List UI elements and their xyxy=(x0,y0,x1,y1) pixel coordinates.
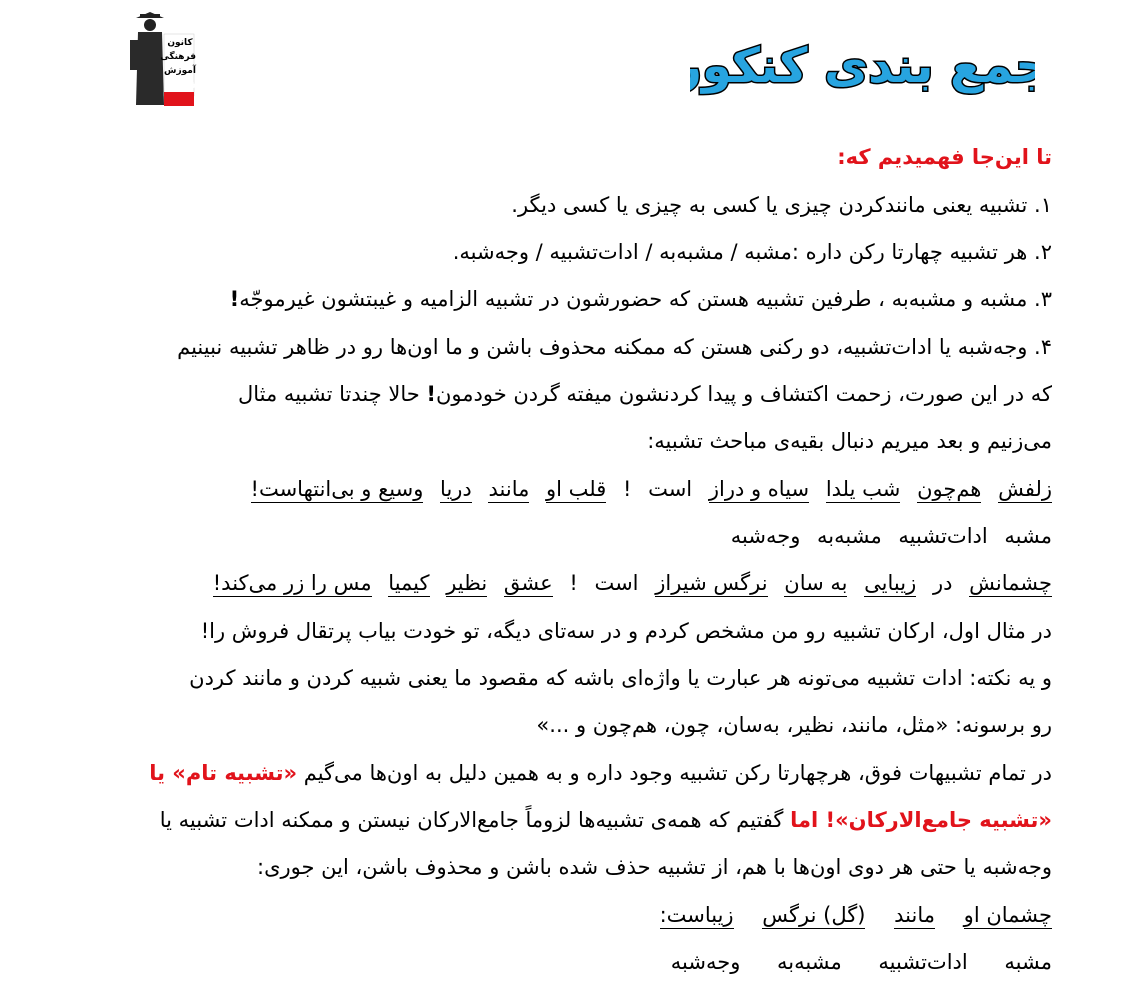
point-4-end: می‌زنیم و بعد میریم دنبال بقیه‌ی مباحث تشبیه: xyxy=(647,429,1052,453)
complete-simile-line-1 xyxy=(149,758,1052,788)
complete-simile-text: گفتیم که همه‌ی تشبیه‌ها لزوماً جامع‌الارکان نیستن و ممکنه ادات تشبیه یا xyxy=(159,808,784,832)
example-1-word: شب یلدا xyxy=(825,477,901,501)
role-label: مشبه xyxy=(1004,950,1052,974)
example-1-word: هم‌چون xyxy=(917,477,982,501)
point-4-tail: حالا چندتا تشبیه مثال xyxy=(238,382,427,406)
role-label: مشبه xyxy=(1004,524,1052,548)
example-2-word: چشمانش xyxy=(969,571,1052,595)
example-1-word: وسیع و بی‌انتهاست! xyxy=(250,477,424,501)
example-3 xyxy=(650,900,1052,930)
example-2-word: ! xyxy=(569,571,578,595)
example-3-word: چشمان او xyxy=(963,903,1052,927)
explanation-3: رو برسونه: «مثل، مانند، نظیر، به‌سان، چون، هم‌چون و ...» xyxy=(536,713,1052,737)
point-3 xyxy=(230,284,1052,314)
example-1-roles xyxy=(721,521,1052,551)
point-4: ۴. وجه‌شبه یا ادات‌تشبیه، دو رکنی هستن که ممکنه محذوف باشن و ما اون‌ها رو در ظاهر تشبیه نبینیم xyxy=(177,335,1052,359)
complete-simile-line-3: وجه‌شبه یا حتی هر دوی اون‌ها با هم، از تشبیه حذف شده باشن و محذوف باشن، این جوری: xyxy=(257,855,1052,879)
complete-simile-term-2: «تشبیه جامع‌الارکان»! اما xyxy=(790,808,1052,832)
point-2: ۲. هر تشبیه چهارتا رکن داره :مشبه / مشبه‌به / ادات‌تشبیه / وجه‌شبه. xyxy=(452,240,1052,264)
example-1-word: ! xyxy=(622,477,632,501)
example-1-word: دریا xyxy=(440,477,472,501)
example-3-word: (گل) نرگس xyxy=(762,903,866,927)
example-2-word: کیمیا xyxy=(388,571,430,595)
example-2-word: نظیر xyxy=(446,571,488,595)
exclamation: ! xyxy=(426,382,436,406)
logo-line1: کانون xyxy=(167,38,193,48)
example-2-word: زیبایی xyxy=(864,571,917,595)
example-2-word: در xyxy=(932,571,953,595)
explanation-2: و یه نکته: ادات تشبیه می‌تونه هر عبارت یا واژه‌ای باشه که مقصود ما یعنی شبیه کردن و مانند کردن xyxy=(189,666,1052,690)
role-label: مشبه‌به xyxy=(817,524,882,548)
example-1-word: قلب او xyxy=(546,477,607,501)
point-1: ۱. تشبیه یعنی مانندکردن چیزی یا کسی به چیزی یا کسی دیگر. xyxy=(511,193,1052,217)
example-1 xyxy=(241,474,1052,504)
example-3-word: زیباست: xyxy=(659,903,734,927)
role-label: وجه‌شبه xyxy=(670,950,741,974)
complete-simile-term-1: «تشبیه تام» یا xyxy=(149,761,298,785)
role-label: وجه‌شبه xyxy=(730,524,801,548)
example-2-word: نرگس شیراز xyxy=(655,571,768,595)
explanation-1: در مثال اول، ارکان تشبیه رو من مشخص کردم و در سه‌تای دیگه، تو خودت بیاب پرتقال فروش را! xyxy=(200,619,1052,643)
example-2 xyxy=(203,568,1052,598)
role-label: ادات‌تشبیه xyxy=(878,950,968,974)
complete-simile-line-2 xyxy=(160,805,1052,835)
example-3-word: مانند xyxy=(894,903,935,927)
logo-line3: آموزش xyxy=(164,66,196,76)
exclamation: ! xyxy=(229,287,240,311)
point-4-text: که در این صورت، زحمت اکتشاف و پیدا کردنشون میفته گردن خودمون xyxy=(436,382,1052,406)
brand-logo-art xyxy=(690,28,1035,104)
example-1-word: سیاه و دراز xyxy=(708,477,810,501)
example-2-word: به سان xyxy=(784,571,848,595)
role-label: ادات‌تشبیه xyxy=(898,524,988,548)
example-1-word: مانند xyxy=(488,477,530,501)
example-1-word: زلفش xyxy=(998,477,1052,501)
example-2-word: است xyxy=(594,571,639,595)
example-2-word: عشق xyxy=(503,571,553,595)
intro-heading: تا این‌جا فهمیدیم که: xyxy=(837,145,1052,169)
complete-simile-text: در تمام تشبیهات فوق، هرچهارتا رکن تشبیه وجود داره و به همین دلیل به اون‌ها می‌گیم xyxy=(303,761,1052,785)
brand-logo xyxy=(690,28,1035,104)
example-2-word: مس را زر می‌کند! xyxy=(212,571,372,595)
point-3-text: ۳. مشبه و مشبه‌به ، طرفین تشبیه هستن که حضورشون در تشبیه الزامیه و غیبتشون غیرموجّه xyxy=(239,287,1052,311)
publisher-logo xyxy=(128,10,198,110)
logo-line2: فرهنگی xyxy=(160,52,196,62)
role-label: مشبه‌به xyxy=(777,950,842,974)
logo-tag: قلم‌چی xyxy=(163,81,196,91)
example-3-roles xyxy=(661,947,1052,977)
point-4-continued xyxy=(238,379,1052,409)
brand-title-text: جمع بندی کنکور xyxy=(690,38,1035,94)
example-1-word: است xyxy=(648,477,693,501)
